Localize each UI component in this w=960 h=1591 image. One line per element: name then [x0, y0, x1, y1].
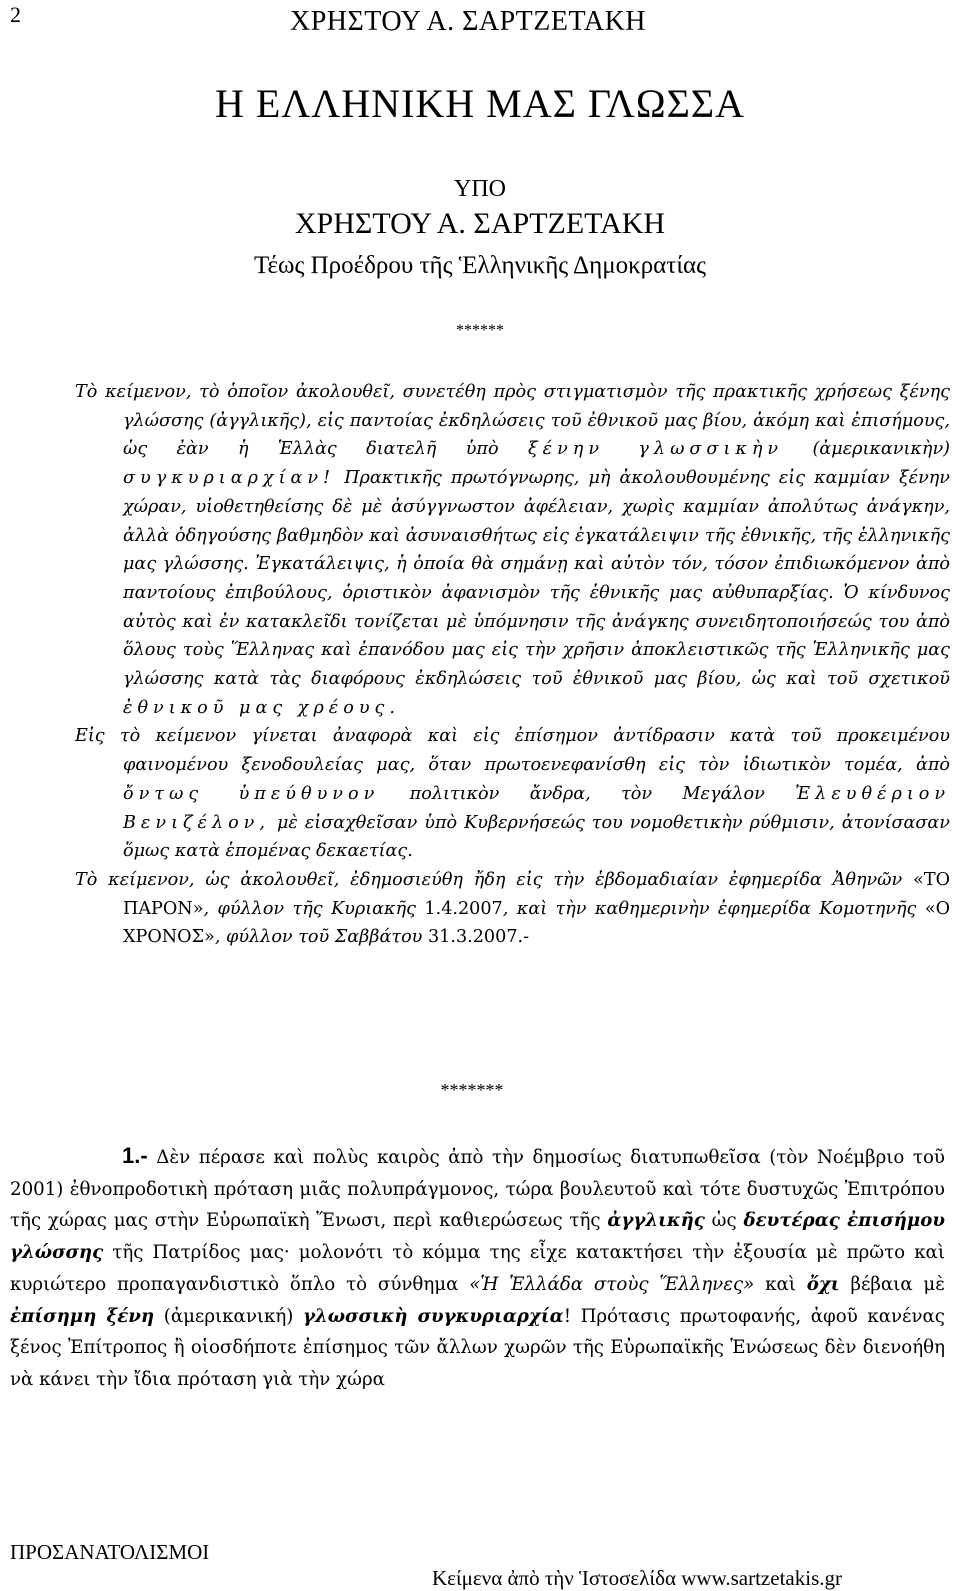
- body-text: ὡς: [711, 1210, 737, 1232]
- newspaper-name: «Ο ΧΡΟΝΟΣ»: [123, 898, 951, 948]
- preface-text: Τὸ κείμενον, τὸ ὁποῖον ἀκολουθεῖ, συνετέθη πρὸς στιγματισμὸν τῆς πρακτικῆς χρήσεως ξένης γλώσσης (ἀγγλικῆς), εἰς παντοίας ἐκδηλώσεις τοῦ ἐθνικοῦ μας βίου, ἀκόμη καὶ ἐπισήμους, ὡς ἐὰν ἡ Ἑλλὰς διατελῆ ὑπὸ: [75, 382, 950, 460]
- preface-text: , φύλλον τοῦ Σαββάτου: [214, 927, 423, 948]
- byline-author: ΧΡΗΣΤΟΥ Α. ΣΑΡΤΖΕΤΑΚΗ: [294, 207, 666, 240]
- emphasis-text: ἀγγλικῆς: [607, 1210, 705, 1232]
- byline-by: ΥΠΟ: [454, 176, 506, 202]
- preface-text: (ἀμερικανικὴν): [812, 439, 951, 460]
- preface-spaced-text: ξένην γλωσσικὴν: [527, 439, 784, 460]
- body-text: ! Πρότασις πρωτοφανής, ἀφοῦ κανένας ξένος Ἐπίτροπος ἢ οἱοσδήποτε ἐπίσημος τῶν ἄλλων χωρῶν τῆς Εὐρωπαϊκῆς Ἑνώσεως δὲν διενοήθη νὰ κάνει τὴν ἴδια πρόταση γιὰ τὴν χώρα: [10, 1305, 945, 1390]
- preface-spaced-text: ὄντως ὑπεύθυνον: [123, 783, 380, 804]
- body-paragraph: [10, 1140, 945, 1396]
- emphasis-text: δευτέρας ἐπισήμου γλώσσης: [10, 1210, 945, 1264]
- page-title: Η ΕΛΛΗΝΙΚΗ ΜΑΣ ΓΛΩΣΣΑ: [214, 81, 746, 126]
- preface-text: Πρακτικῆς πρωτόγνωρης, μὴ ἀκολουθουμένης εἰς καμμίαν ξένην χώραν, υἱοθετηθείσης δὲ μὲ ἀσύγγνωστον ἀφέλειαν, χωρὶς καμμίαν ἀπολύτως ἀνάγκην, ἀλλὰ ὁδηγούσης βαθμηδὸν καὶ ἀσυναισθήτως εἰς ἐγκατάλειψιν τῆς ἐθνικῆς, τῆς ἑλληνικῆς μας γλώσσης. Ἐγκατάλειψις, ἡ ὁποία θὰ σημάνῃ καὶ αὐτὸν τόν, τόσον ἐπιδιωκόμενον ἀπὸ παντοίους ἐπιβούλους, ὁριστικὸν ἀφανισμὸν τῆς ἐθνικῆς μας αὐθυπαρξίας. Ὁ κίνδυνος αὐτὸς καὶ ἐν κατακλεῖδι τονίζεται μὲ ὑπόμνησιν τῆς ἀνάγκης συνειδητοποιήσεώς του ἀπὸ ὅλους τοὺς Ἕλληνας καὶ ἐπανόδου μας εἰς τὴν χρῆσιν ἀποκλειστικῶς τῆς Ἑλληνικῆς μας γλώσσης κατὰ τὰς διαφόρους ἐκδηλώσεις τοῦ ἐθνικοῦ μας βίου, ὡς καὶ τοῦ σχετικοῦ: [123, 468, 951, 690]
- preface: [75, 378, 950, 952]
- footer-section-name: ΠΡΟΣΑΝΑΤΟΛΙΣΜΟΙ: [10, 1540, 210, 1564]
- emphasis-text: ὄχι: [806, 1273, 840, 1295]
- preface-paragraph: [75, 378, 950, 722]
- preface-spaced-text: ἐθνικοῦ μας χρέους.: [123, 697, 400, 718]
- separator-stars: ******: [456, 322, 504, 339]
- preface-text: Εἰς τὸ κείμενον γίνεται ἀναφορὰ καὶ εἰς ἐπίσημον ἀντίδρασιν κατὰ τοῦ προκειμένου φαινομένου ξενοδουλείας μας, ὅταν πρωτοενεφανίσθη εἰς τὸν ἰδιωτικὸν τομέα, ἀπὸ: [75, 726, 950, 776]
- preface-text: , καὶ τὴν καθημερινὴν ἐφημερίδα Κομοτηνῆς: [502, 898, 917, 919]
- newspaper-name: «ΤΟ ΠΑΡΟΝ»: [123, 869, 951, 919]
- body-text: καὶ: [765, 1273, 796, 1295]
- publication-date: 1.4.2007: [424, 898, 503, 919]
- preface-spaced-text: Ἐλευθέριον Βενιζέλον,: [123, 783, 951, 833]
- body-text: (ἀμερικανική): [163, 1305, 294, 1327]
- preface-text: , φύλλον τῆς Κυριακῆς: [203, 898, 416, 919]
- body-text: τῆς Πατρίδος μας· μολονότι τὸ κόμμα της εἶχε κατακτήσει τὴν ἐξουσία μὲ πρῶτο καὶ κυριώτερο προπαγανδιστικὸ ὅπλο τὸ σύνθημα: [10, 1242, 945, 1295]
- preface-paragraph: [75, 722, 950, 866]
- byline-author-title: Τέως Προέδρου τῆς Ἑλληνικῆς Δημοκρατίας: [253, 252, 707, 279]
- preface-text: πολιτικὸν ἄνδρα, τὸν Μεγάλον: [409, 783, 765, 804]
- page-number: 2: [10, 2, 21, 27]
- footer-website: Κείμενα ἀπὸ τὴν Ἱστοσελίδα www.sartzetakis.gr: [432, 1566, 842, 1590]
- preface-spaced-text: συγκυριαρχίαν!: [123, 468, 336, 489]
- publication-date: 31.3.2007.-: [427, 927, 530, 948]
- body-text: Δὲν πέρασε καὶ πολὺς καιρὸς ἀπὸ τὴν δημοσίως διατυπωθεῖσα (τὸν Νοέμβριο τοῦ 2001) ἐθνοπροδοτικὴ πρόταση μιᾶς πολυπράγμονος, τώρα βουλευτοῦ καὶ τότε δυστυχῶς Ἐπιτρόπου τῆς χώρας μας στὴν Εὐρωπαϊκὴ Ἕνωσι, περὶ καθιερώσεως τῆς: [10, 1147, 945, 1232]
- preface-text: μὲ εἰσαχθεῖσαν ὑπὸ Κυβερνήσεώς του νομοθετικὴν ρύθμισιν, ἀτονίσασαν ὅμως κατὰ ἑπομένας δεκαετίας.: [123, 812, 950, 862]
- emphasis-text: γλωσσικὴ συγκυριαρχία: [302, 1305, 564, 1327]
- running-head: ΧΡΗΣΤΟΥ Α. ΣΑΡΤΖΕΤΑΚΗ: [290, 6, 647, 37]
- body-text: βέβαια μὲ: [850, 1273, 945, 1295]
- preface-paragraph: [75, 866, 950, 952]
- emphasis-text: ἐπίσημη ξένη: [10, 1305, 155, 1327]
- preface-text: Τὸ κείμενον, ὡς ἀκολουθεῖ, ἐδημοσιεύθη ἤδη εἰς τὴν ἑβδομαδιαίαν ἐφημερίδα Ἀθηνῶν: [75, 869, 903, 890]
- slogan-text: «Ἡ Ἑλλάδα στοὺς Ἕλληνες»: [469, 1273, 755, 1295]
- separator-stars: *******: [440, 1080, 504, 1100]
- section-number: 1.-: [122, 1143, 148, 1168]
